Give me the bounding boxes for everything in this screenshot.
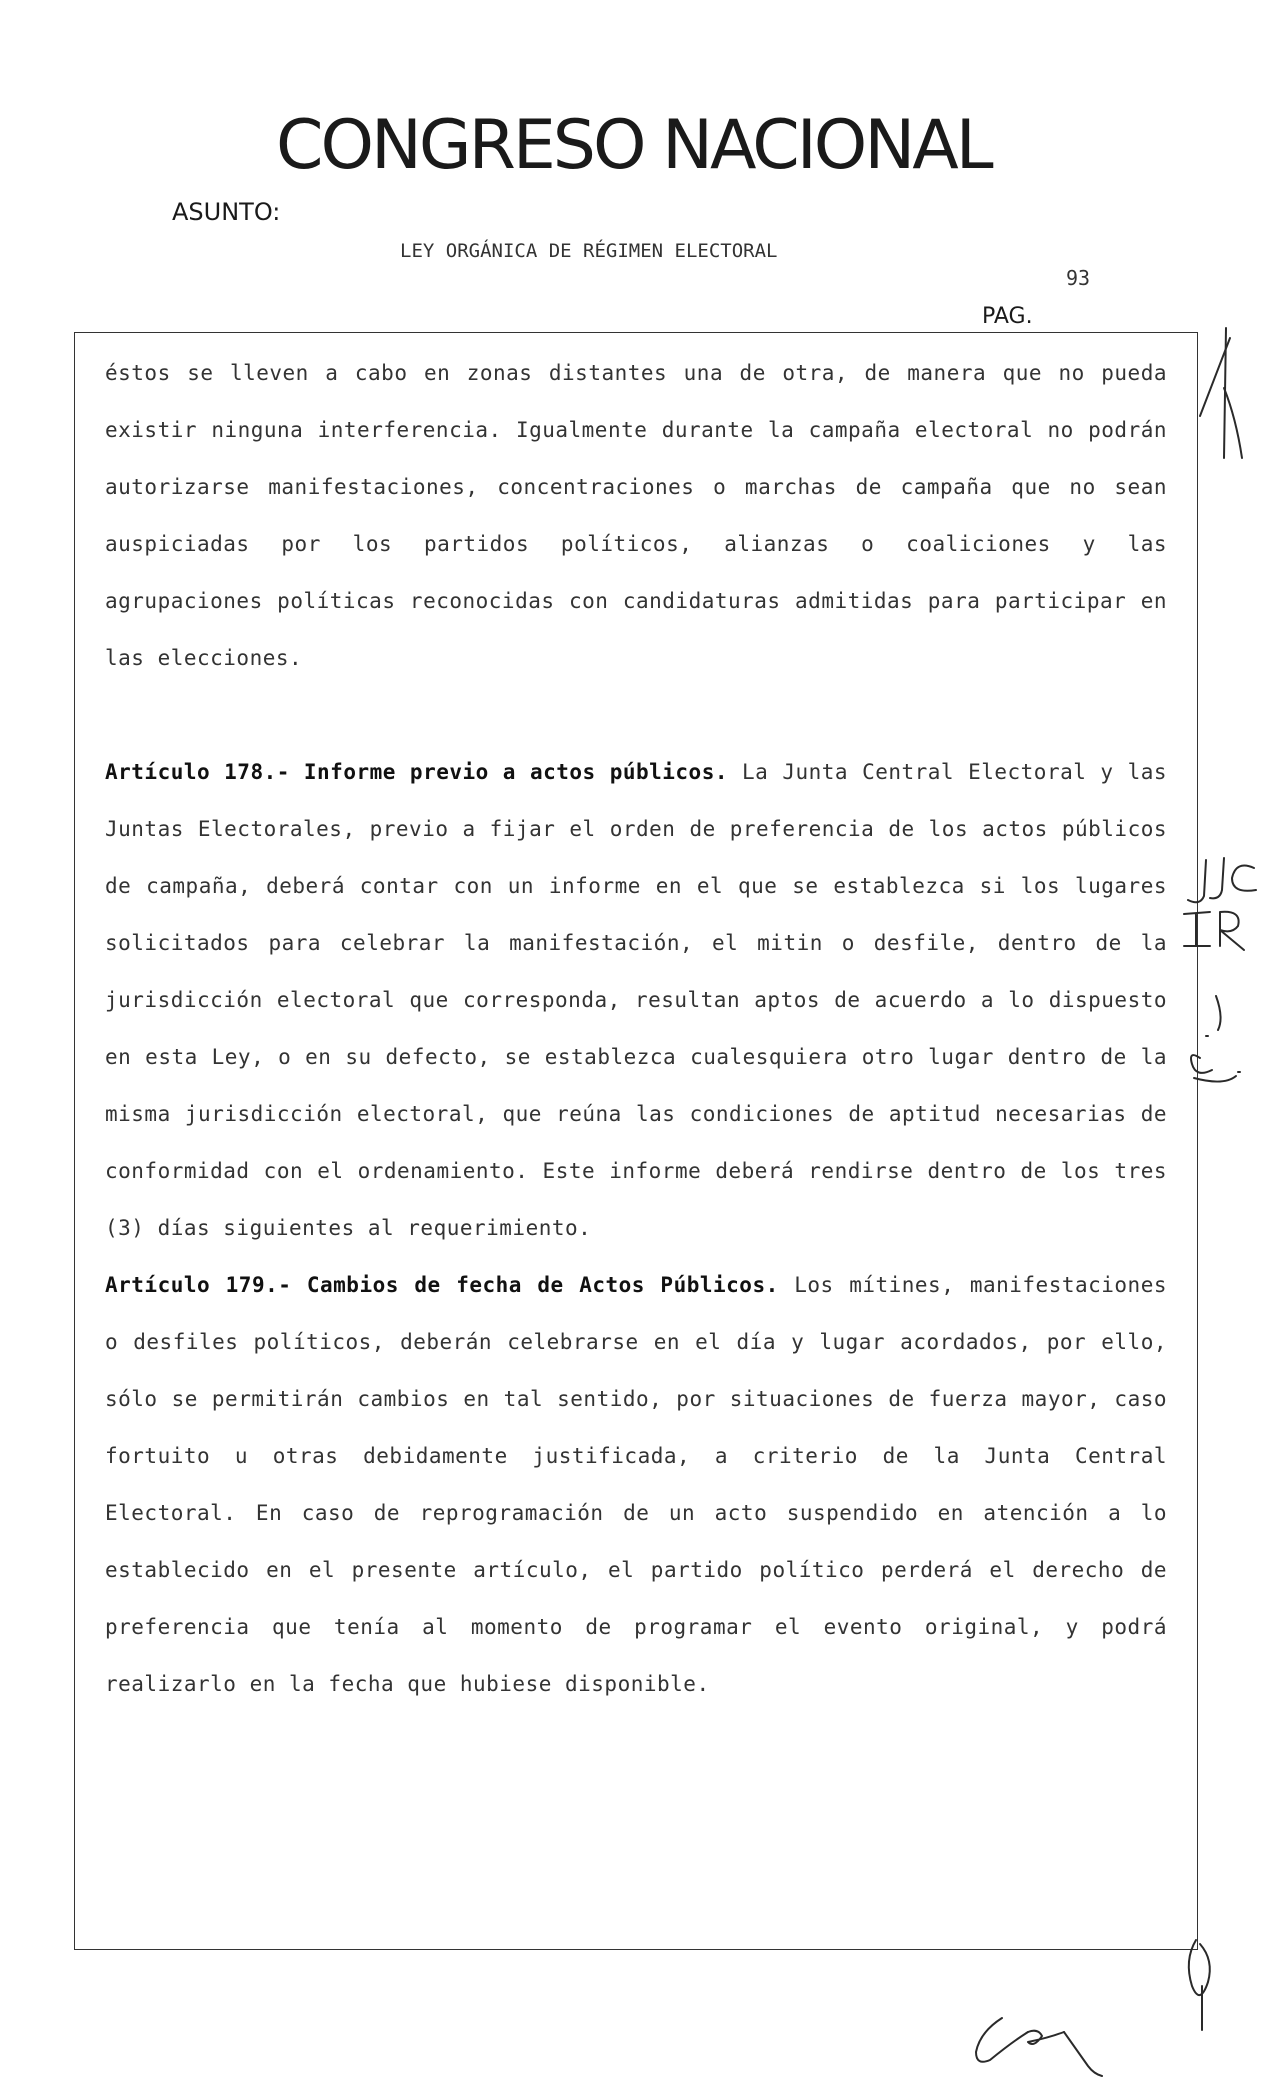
- page-number: 93: [1066, 266, 1091, 290]
- body-text: [105, 345, 1167, 1713]
- article-178-heading: Artículo 178.- Informe previo a actos públicos.: [105, 760, 728, 784]
- article-179-heading: Artículo 179.- Cambios de fecha de Actos Públicos.: [105, 1273, 779, 1297]
- article-178: [105, 744, 1167, 1257]
- pag-label: PAG.: [982, 304, 1033, 329]
- article-178-text: La Junta Central Electoral y las Juntas Electorales, previo a fijar el orden de preferencia de los actos públicos de campaña, deberá contar con un informe en el que se establezca si los lugares solicitados para celebrar la manifestación, el mitin o desfile, dentro de la jurisdicción electoral que corresponda, resultan aptos de acuerdo a lo dispuesto en esta Ley, o en su defecto, se establezca cualesquiera otro lugar dentro de la misma jurisdicción electoral, que reúna las condiciones de aptitud necesarias de conformidad con el ordenamiento. Este informe deberá rendirse dentro de los tres (3) días siguientes al requerimiento.: [105, 760, 1167, 1240]
- margin-slash-mark-icon: [1196, 318, 1246, 468]
- header-title: CONGRESO NACIONAL: [276, 106, 991, 185]
- intro-paragraph: éstos se lleven a cabo en zonas distantes una de otra, de manera que no pueda existir ninguna interferencia. Igualmente durante la campaña electoral no podrán autorizarse manifestaciones, concentraciones o marchas de campaña que no sean auspiciadas por los partidos políticos, alianzas o coaliciones y las agrupaciones políticas reconocidas con candidaturas admitidas para participar en las elecciones.: [105, 361, 1167, 670]
- law-title: LEY ORGÁNICA DE RÉGIMEN ELECTORAL: [400, 240, 778, 262]
- article-179-text: Los mítines, manifestaciones o desfiles políticos, deberán celebrarse en el día y lugar acordados, por ello, sólo se permitirán cambios en tal sentido, por situaciones de fuerza mayor, caso fortuito u otras debidamente justificada, a criterio de la Junta Central Electoral. En caso de reprogramación de un acto suspendido en atención a lo establecido en el presente artículo, el partido político perderá el derecho de preferencia que tenía al momento de programar el evento original, y podrá realizarlo en la fecha que hubiese disponible.: [105, 1273, 1167, 1696]
- signature-icon: [968, 2002, 1108, 2082]
- article-179: [105, 1257, 1167, 1713]
- content-box: [74, 332, 1198, 1950]
- asunto-label: ASUNTO:: [172, 198, 281, 226]
